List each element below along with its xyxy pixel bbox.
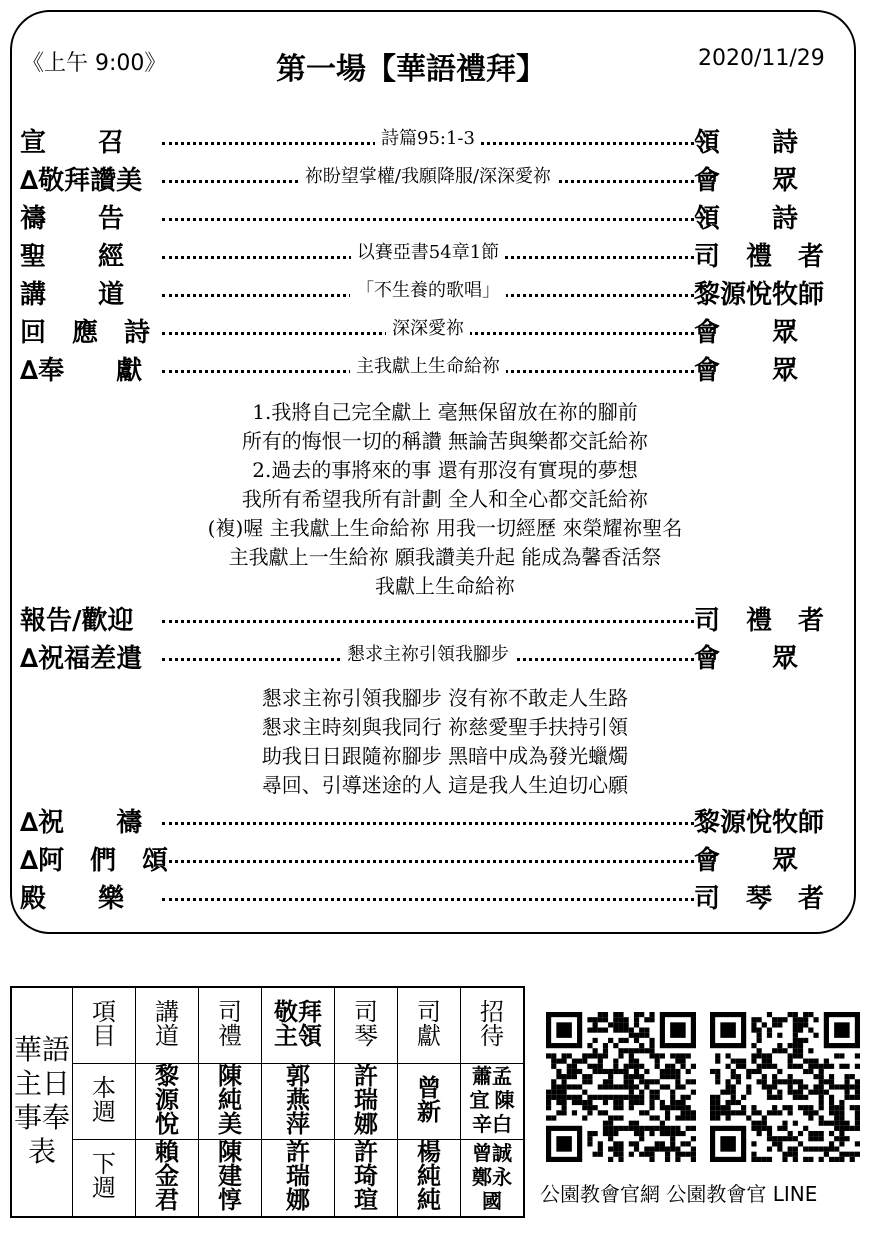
order-detail: 詩篇95:1-3 <box>375 128 481 149</box>
lyric-line: 1.我將自己完全獻上 毫無保留放在祢的腳前 <box>252 400 638 424</box>
order-role: 領 詩 <box>694 203 799 234</box>
lyric-line: 我所有希望我所有計劃 全人和全心都交託給祢 <box>241 487 649 511</box>
order-role: 司 禮 者 <box>694 605 825 636</box>
order-role: 領 詩 <box>694 127 799 158</box>
order-label: ∆敬拜讚美 <box>20 165 143 196</box>
order-detail: 懇求主祢引領我腳步 <box>341 644 515 665</box>
lyric-line: 助我日日跟隨祢腳步 黑暗中成為發光蠟燭 <box>261 744 629 768</box>
leader-dots <box>162 218 694 221</box>
order-row <box>20 160 840 196</box>
header-item: 項目 <box>73 987 136 1063</box>
duty-table <box>10 986 525 1218</box>
line-qr-code[interactable] <box>710 1012 860 1162</box>
header-liturgist: 司禮 <box>199 987 262 1063</box>
order-label: 講 道 <box>20 279 125 310</box>
this-week-sermon: 黎源悅 <box>136 1063 199 1139</box>
next-week-pianist: 許琦瑄 <box>335 1139 398 1217</box>
lyric-line: 所有的悔恨一切的稱讚 無論苦與樂都交託給祢 <box>241 429 649 453</box>
duty-table-title: 華語主日事奉表 <box>11 987 73 1217</box>
lyric-line: 懇求主祢引領我腳步 沒有祢不敢走人生路 <box>261 686 629 710</box>
order-label: 報告/歡迎 <box>20 605 134 636</box>
website-qr-caption: 公園教會官網 <box>540 1182 660 1206</box>
order-row <box>20 236 840 272</box>
leader-dots <box>162 898 694 901</box>
order-detail: 祢盼望掌權/我願降服/深深愛祢 <box>299 166 557 187</box>
this-week-worship: 郭燕萍 <box>262 1063 335 1139</box>
order-row <box>20 198 840 234</box>
order-detail: 以賽亞書54章1節 <box>351 242 505 263</box>
order-label: ∆阿 們 頌 <box>20 845 169 876</box>
leader-dots <box>162 822 694 825</box>
order-row <box>20 600 840 636</box>
order-role: 會 眾 <box>694 165 799 196</box>
order-row <box>20 802 840 838</box>
order-detail: 深深愛祢 <box>386 318 470 339</box>
order-row <box>20 122 840 158</box>
next-week-liturgist: 陳建惇 <box>199 1139 262 1217</box>
lyric-line: 主我獻上一生給祢 願我讚美升起 能成為馨香活祭 <box>228 545 662 569</box>
order-row <box>20 840 840 876</box>
order-role: 會 眾 <box>694 643 799 674</box>
order-label: ∆祝福差遣 <box>20 643 143 674</box>
service-date: 2020/11/29 <box>698 46 825 71</box>
leader-dots <box>162 620 694 623</box>
order-role: 司 禮 者 <box>694 241 825 272</box>
next-week-sermon: 賴金君 <box>136 1139 199 1217</box>
header-pianist: 司琴 <box>335 987 398 1063</box>
order-role: 會 眾 <box>694 845 799 876</box>
lyric-line: (複)喔 主我獻上生命給祢 用我一切經歷 來榮耀祢聖名 <box>207 516 683 540</box>
qr-captions <box>540 1178 817 1207</box>
header-worship-leader: 敬拜主領 <box>262 987 335 1063</box>
order-row <box>20 878 840 914</box>
leader-dots <box>162 860 694 863</box>
order-label: 回 應 詩 <box>20 317 151 348</box>
order-role: 會 眾 <box>694 355 799 386</box>
line-qr-caption: 公園教會官 LINE <box>666 1182 818 1206</box>
this-week-pianist: 許瑞娜 <box>335 1063 398 1139</box>
order-detail: 主我獻上生命給祢 <box>350 356 506 377</box>
next-week-label: 下週 <box>73 1139 136 1217</box>
website-qr-code[interactable] <box>546 1012 696 1162</box>
this-week-offering: 曾新 <box>398 1063 461 1139</box>
order-label: 殿 樂 <box>20 883 125 914</box>
order-role: 會 眾 <box>694 317 799 348</box>
service-title: 第一場【華語禮拜】 <box>276 52 546 87</box>
next-week-worship: 許瑞娜 <box>262 1139 335 1217</box>
lyric-line: 懇求主時刻與我同行 祢慈愛聖手扶持引領 <box>261 715 629 739</box>
order-label: ∆祝 禱 <box>20 807 143 838</box>
this-week-liturgist: 陳純美 <box>199 1063 262 1139</box>
header-ushers: 招待 <box>461 987 525 1063</box>
order-role: 黎源悅牧師 <box>694 807 825 838</box>
order-label: 宣 召 <box>20 127 125 158</box>
order-label: 禱 告 <box>20 203 125 234</box>
order-detail: 「不生養的歌唱」 <box>350 280 506 301</box>
order-row <box>20 638 840 674</box>
order-row <box>20 274 840 310</box>
this-week-ushers: 蕭孟宜 陳辛白 <box>461 1063 525 1139</box>
lyric-line: 我獻上生命給祢 <box>375 574 515 598</box>
order-row <box>20 350 840 386</box>
this-week-label: 本週 <box>73 1063 136 1139</box>
next-week-offering: 楊純純 <box>398 1139 461 1217</box>
header-offering: 司獻 <box>398 987 461 1063</box>
order-label: ∆奉 獻 <box>20 355 143 386</box>
order-row <box>20 312 840 348</box>
lyric-line: 尋回、引導迷途的人 這是我人生迫切心願 <box>261 773 629 797</box>
order-label: 聖 經 <box>20 241 125 272</box>
header-sermon: 講道 <box>136 987 199 1063</box>
order-role: 司 琴 者 <box>694 883 825 914</box>
next-week-ushers: 曾誠 鄭永國 <box>461 1139 525 1217</box>
lyric-line: 2.過去的事將來的事 還有那沒有實現的夢想 <box>252 458 638 482</box>
service-time: 《上午 9:00》 <box>22 51 167 76</box>
order-role: 黎源悅牧師 <box>694 279 825 310</box>
